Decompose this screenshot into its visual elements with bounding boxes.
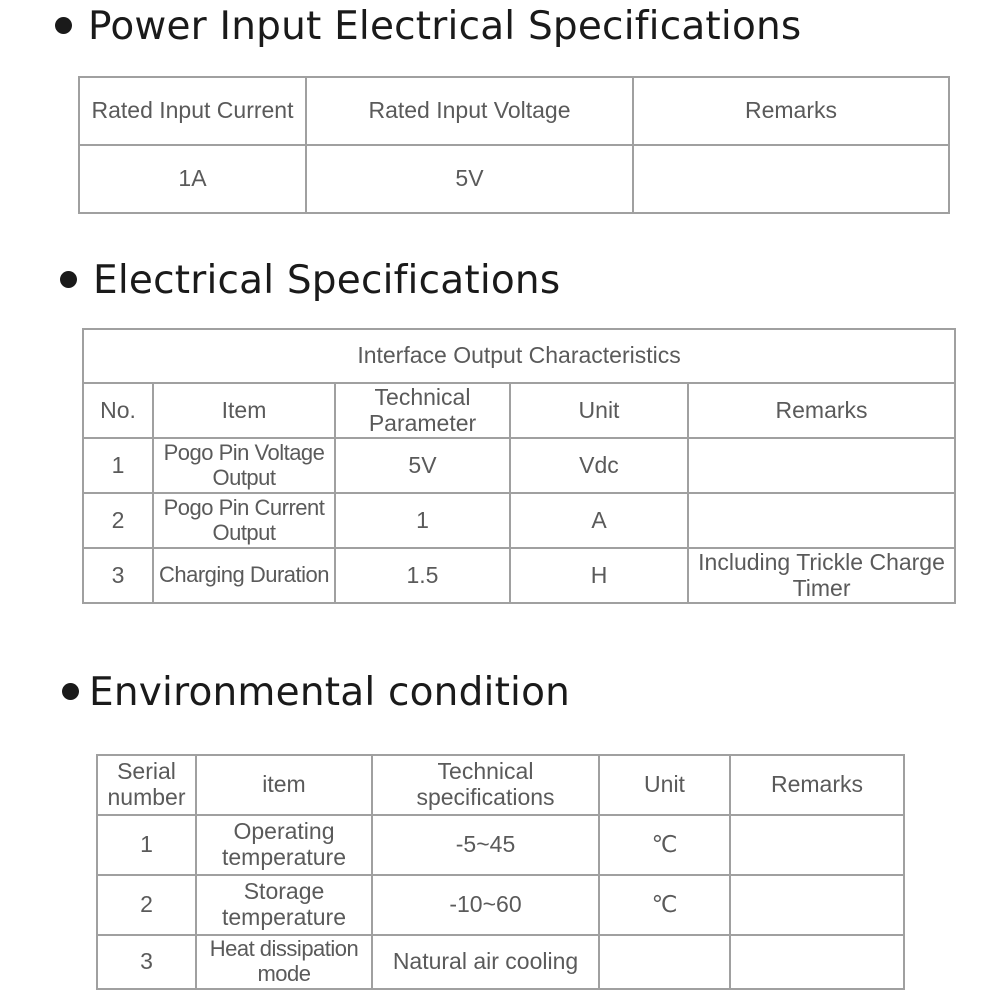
header-cell: Remarks [688, 383, 955, 438]
table-cell: Natural air cooling [372, 935, 599, 989]
table-cell: A [510, 493, 688, 548]
header-cell: Rated Input Current [79, 77, 306, 145]
section-title: Electrical Specifications [93, 258, 561, 303]
table-cell [730, 815, 904, 875]
section-heading-electrical [60, 258, 560, 303]
header-cell: Unit [599, 755, 730, 815]
table-row [83, 438, 955, 493]
power-input-table [78, 76, 950, 214]
section-title: Environmental condition [89, 670, 571, 715]
table-cell: 3 [83, 548, 153, 603]
table-cell: Pogo Pin Voltage Output [153, 438, 335, 493]
table-cell: 1 [335, 493, 510, 548]
table-cell: 1 [97, 815, 196, 875]
table-cell: Storage temperature [196, 875, 372, 935]
table-header-row [83, 383, 955, 438]
table-cell [730, 935, 904, 989]
electrical-spec-table [82, 328, 956, 604]
bullet-icon [55, 17, 72, 34]
table-cell: 2 [97, 875, 196, 935]
table-caption-row [83, 329, 955, 383]
table-cell: -5~45 [372, 815, 599, 875]
table-cell [730, 875, 904, 935]
environmental-table [96, 754, 905, 990]
table-cell: -10~60 [372, 875, 599, 935]
table-cell: 1A [79, 145, 306, 213]
bullet-icon [62, 683, 79, 700]
table-header-row [97, 755, 904, 815]
table-row [83, 548, 955, 603]
section-heading-environmental [62, 670, 570, 715]
table-cell: 1 [83, 438, 153, 493]
table-row [79, 145, 949, 213]
header-cell: Remarks [633, 77, 949, 145]
table-cell: 3 [97, 935, 196, 989]
header-cell: Remarks [730, 755, 904, 815]
header-cell: item [196, 755, 372, 815]
table-cell: H [510, 548, 688, 603]
header-cell: Unit [510, 383, 688, 438]
table-cell: Including Trickle Charge Timer [688, 548, 955, 603]
table-cell: 5V [306, 145, 633, 213]
section-heading-power-input [55, 4, 801, 49]
table-cell: Operating temperature [196, 815, 372, 875]
table-header-row [79, 77, 949, 145]
table-row [83, 493, 955, 548]
table-cell: 1.5 [335, 548, 510, 603]
table-cell [633, 145, 949, 213]
table-cell: Charging Duration [153, 548, 335, 603]
header-cell: Serial number [97, 755, 196, 815]
table-row [97, 935, 904, 989]
header-cell: Technical specifications [372, 755, 599, 815]
table-row [97, 875, 904, 935]
table-cell: 2 [83, 493, 153, 548]
header-cell: Technical Parameter [335, 383, 510, 438]
table-cell: Heat dissipation mode [196, 935, 372, 989]
header-cell: Item [153, 383, 335, 438]
table-cell [688, 438, 955, 493]
header-cell: Rated Input Voltage [306, 77, 633, 145]
table-cell: Vdc [510, 438, 688, 493]
table-cell: ℃ [599, 875, 730, 935]
table-cell: 5V [335, 438, 510, 493]
table-cell: ℃ [599, 815, 730, 875]
header-cell: No. [83, 383, 153, 438]
section-title: Power Input Electrical Specifications [88, 4, 802, 49]
table-caption: Interface Output Characteristics [83, 329, 955, 383]
table-cell [688, 493, 955, 548]
bullet-icon [60, 271, 77, 288]
table-cell: Pogo Pin Current Output [153, 493, 335, 548]
table-row [97, 815, 904, 875]
table-cell [599, 935, 730, 989]
